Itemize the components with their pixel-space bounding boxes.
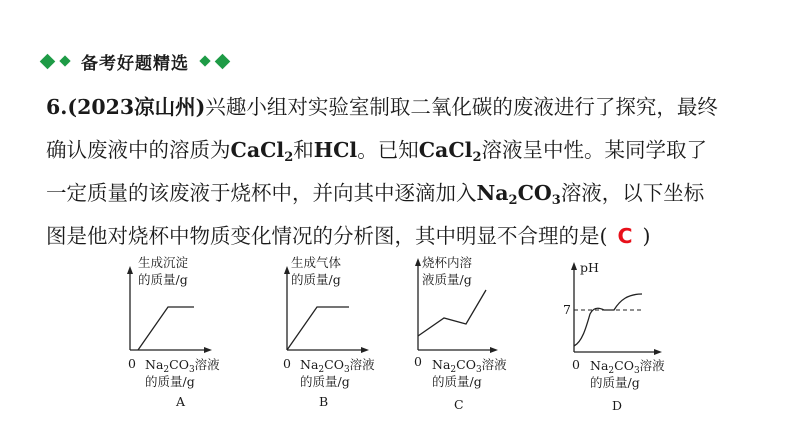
- answer-choice: C: [617, 224, 633, 248]
- graph-b-ylabel-1: 生成气体: [291, 255, 342, 270]
- graph-d-ylabel: pH: [580, 260, 599, 275]
- diamond-icon: [40, 53, 56, 69]
- graph-a-origin: 0: [128, 356, 136, 371]
- diamond-icon: [199, 55, 210, 66]
- graph-a-xlabel-2: 的质量/g: [145, 374, 195, 389]
- graph-c-xlabel-2: 的质量/g: [432, 374, 482, 389]
- header-title: 备考好题精选: [81, 53, 189, 74]
- graph-d-origin: 0: [572, 357, 580, 372]
- left-diamond-icons: [38, 56, 73, 67]
- graph-d-tick-7: 7: [563, 302, 571, 317]
- graph-b-xlabel-1: $Na_2CO_3$溶液: [300, 357, 375, 375]
- graph-b-curve: [287, 307, 349, 350]
- graph-c-curve: [418, 290, 486, 336]
- graph-a-xlabel-1: $Na_2CO_3$溶液: [145, 357, 220, 375]
- question-line-4: 图是他对烧杯中物质变化情况的分析图，其中明显不合理的是( C ): [46, 224, 651, 248]
- question-line-2: 确认废液中的溶质为CaCl$_2$和HCl。已知CaCl$_2$溶液呈中性。某同学取了: [46, 138, 707, 165]
- graph-c-origin: 0: [414, 354, 422, 369]
- graph-b-origin: 0: [283, 356, 291, 371]
- graph-d-curve: [574, 294, 642, 346]
- graph-b-xlabel-2: 的质量/g: [300, 374, 350, 389]
- question-line-1: 6.(2023凉山州)兴趣小组对实验室制取二氧化碳的废液进行了探究，最终: [46, 95, 718, 119]
- graph-a-ylabel-1: 生成沉淀: [138, 255, 189, 270]
- diamond-icon: [59, 55, 70, 66]
- graph-c-ylabel-1: 烧杯内溶: [422, 255, 473, 270]
- question-text: [46, 86, 766, 258]
- graph-d-xlabel-2: 的质量/g: [590, 375, 640, 390]
- graph-a-ylabel-2: 的质量/g: [138, 272, 188, 287]
- graph-b-caption: B: [319, 394, 329, 409]
- question-line-3: 一定质量的该废液于烧杯中，并向其中逐滴加入$Na_2CO_3$溶液，以下坐标: [46, 181, 705, 208]
- graph-c-caption: C: [454, 397, 464, 412]
- graph-d-plot: [560, 250, 720, 425]
- right-diamond-icons: [197, 56, 232, 67]
- section-header: [38, 47, 232, 75]
- graph-a-caption: A: [176, 394, 186, 409]
- graph-c-xlabel-1: $Na_2CO_3$溶液: [432, 357, 507, 375]
- diamond-icon: [215, 53, 231, 69]
- graph-c: [406, 250, 566, 425]
- graph-d-caption: D: [612, 398, 623, 413]
- graph-a-curve: [138, 307, 194, 350]
- question-source: 6.(2023凉山州): [46, 95, 206, 119]
- graph-c-ylabel-2: 液质量/g: [422, 272, 472, 287]
- graph-d: [560, 250, 720, 425]
- graph-a: [118, 250, 278, 425]
- graph-b-ylabel-2: 的质量/g: [291, 272, 341, 287]
- graph-d-xlabel-1: $Na_2CO_3$溶液: [590, 358, 665, 376]
